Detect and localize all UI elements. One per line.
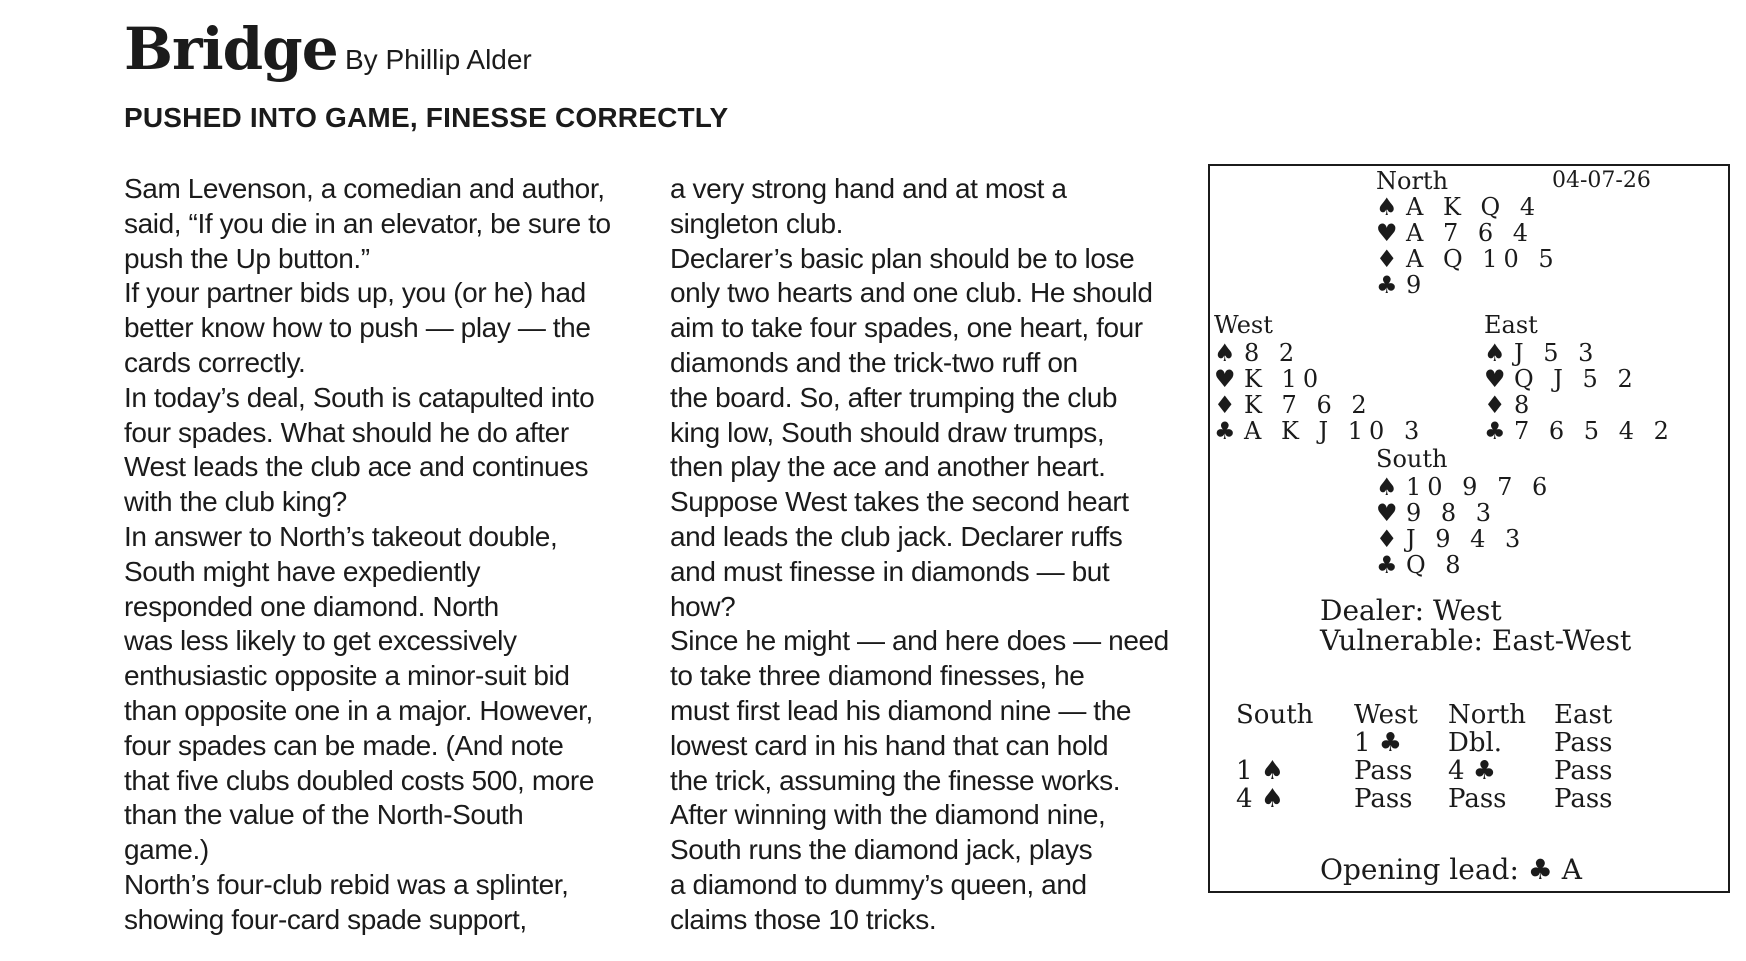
west-label: West: [1214, 311, 1273, 339]
bridge-diagram: [1208, 164, 1730, 893]
article-line: a very strong hand and at most a: [670, 173, 1067, 204]
auction-bid: 4 ♣: [1448, 756, 1497, 786]
club-icon: ♣: [1376, 271, 1398, 299]
heart-icon: ♥: [1376, 499, 1398, 527]
club-icon: ♣: [1376, 551, 1398, 579]
article-line: South runs the diamond jack, plays: [670, 834, 1093, 866]
heart-icon: ♥: [1376, 219, 1398, 247]
auction-header: North: [1448, 700, 1527, 730]
article-line: only two hearts and one club. He should: [670, 277, 1153, 309]
auction-bid: Pass: [1554, 784, 1613, 814]
byline: By Phillip Alder: [345, 44, 532, 75]
article-line: and must finesse in diamonds — but: [670, 555, 1110, 587]
masthead: [124, 14, 1024, 84]
spade-icon: ♠: [1214, 339, 1236, 367]
article-line: South might have expediently: [124, 555, 481, 587]
article-line: said, “If you die in an elevator, be sure to: [124, 207, 611, 239]
article-column-2: [670, 172, 1190, 938]
article-line: showing four-card spade support,: [124, 903, 527, 935]
south-clubs-line: [1376, 550, 1467, 580]
west-clubs-line: [1214, 416, 1425, 446]
south-spades-cards: 10 9 7 6: [1406, 473, 1554, 501]
article-line: that five clubs doubled costs 500, more: [124, 764, 595, 796]
club-icon: ♣: [1484, 417, 1506, 445]
auction-bid: 4 ♠: [1236, 784, 1285, 814]
auction-bid: Pass: [1354, 756, 1413, 786]
west-hearts-cards: K 10: [1244, 365, 1325, 393]
south-label: South: [1376, 445, 1448, 473]
east-spades-cards: J 5 3: [1514, 339, 1600, 367]
north-diamonds-cards: A Q 10 5: [1406, 245, 1560, 273]
auction-header: West: [1354, 700, 1418, 730]
article-line: claims those 10 tricks.: [670, 903, 937, 935]
article-line: Since he might — and here does — need: [670, 625, 1169, 657]
spade-icon: ♠: [1376, 193, 1398, 221]
north-spades-cards: A K Q 4: [1406, 193, 1542, 221]
auction-bid: Pass: [1554, 756, 1613, 786]
article-line: with the club king?: [124, 486, 347, 518]
article-line: push the Up button.”: [124, 242, 370, 274]
article-line: North’s four-club rebid was a splinter,: [124, 868, 569, 900]
article-line: West leads the club ace and continues: [124, 451, 589, 483]
article-line: four spades can be made. (And note: [124, 729, 564, 761]
south-clubs-cards: Q 8: [1406, 551, 1467, 579]
article-line: Sam Levenson, a comedian and author,: [124, 173, 605, 204]
north-label: North: [1376, 167, 1449, 195]
west-spades-cards: 8 2: [1244, 339, 1301, 367]
article-line: the board. So, after trumping the club: [670, 381, 1118, 413]
column-title: Bridge: [124, 15, 338, 83]
west-diamonds-cards: K 7 6 2: [1244, 391, 1373, 419]
article-line: game.): [124, 834, 209, 866]
article-line: responded one diamond. North: [124, 590, 499, 622]
article-line: cards correctly.: [124, 346, 306, 378]
auction-bid: 1 ♣: [1354, 728, 1403, 758]
diamond-icon: ♦: [1376, 525, 1398, 553]
article-line: Declarer’s basic plan should be to lose: [670, 242, 1135, 274]
heart-icon: ♥: [1484, 365, 1506, 393]
east-label: East: [1484, 311, 1538, 339]
south-diamonds-cards: J 9 4 3: [1406, 525, 1527, 553]
article-line: better know how to push — play — the: [124, 312, 591, 344]
dealer-line: Dealer: West: [1320, 594, 1502, 627]
west-clubs-cards: A K J 10 3: [1244, 417, 1426, 445]
north-clubs-line: [1376, 270, 1427, 300]
auction-header: East: [1554, 700, 1613, 730]
north-clubs-cards: 9: [1406, 271, 1428, 299]
article-line: was less likely to get excessively: [124, 625, 517, 657]
heart-icon: ♥: [1214, 365, 1236, 393]
opening-lead: Opening lead: ♣ A: [1320, 853, 1582, 886]
article-line: must first lead his diamond nine — the: [670, 694, 1132, 726]
headline: PUSHED INTO GAME, FINESSE CORRECTLY: [124, 102, 729, 133]
club-icon: ♣: [1214, 417, 1236, 445]
diamond-icon: ♦: [1484, 391, 1506, 419]
article-column-1: [124, 172, 644, 938]
article-line: enthusiastic opposite a minor-suit bid: [124, 660, 570, 692]
article-line: If your partner bids up, you (or he) had: [124, 277, 586, 309]
article-line: than the value of the North-South: [124, 799, 524, 831]
article-line: than opposite one in a major. However,: [124, 694, 593, 726]
east-diamonds-cards: 8: [1514, 391, 1536, 419]
article-line: a diamond to dummy’s queen, and: [670, 868, 1087, 900]
south-hearts-cards: 9 8 3: [1406, 499, 1498, 527]
article-line: to take three diamond finesses, he: [670, 660, 1085, 692]
article-line: how?: [670, 590, 736, 622]
article-line: diamonds and the trick-two ruff on: [670, 346, 1078, 378]
article-line: aim to take four spades, one heart, four: [670, 312, 1143, 344]
diamond-icon: ♦: [1214, 391, 1236, 419]
article-line: the trick, assuming the finesse works.: [670, 764, 1121, 796]
east-clubs-cards: 7 6 5 4 2: [1514, 417, 1675, 445]
auction-bid: Pass: [1554, 728, 1613, 758]
article-line: singleton club.: [670, 207, 844, 239]
auction-bid: 1 ♠: [1236, 756, 1285, 786]
east-hearts-cards: Q J 5 2: [1514, 365, 1639, 393]
auction-bid: Pass: [1448, 784, 1507, 814]
auction-bid: Pass: [1354, 784, 1413, 814]
diamond-icon: ♦: [1376, 245, 1398, 273]
deal-date: 04-07-26: [1552, 168, 1651, 193]
article-line: In today’s deal, South is catapulted into: [124, 381, 595, 413]
article-line: After winning with the diamond nine,: [670, 799, 1106, 831]
article-line: lowest card in his hand that can hold: [670, 729, 1109, 761]
spade-icon: ♠: [1484, 339, 1506, 367]
article-line: and leads the club jack. Declarer ruffs: [670, 520, 1123, 552]
article-line: then play the ace and another heart.: [670, 451, 1106, 483]
spade-icon: ♠: [1376, 473, 1398, 501]
east-clubs-line: [1484, 416, 1675, 446]
north-hearts-cards: A 7 6 4: [1406, 219, 1535, 247]
vulnerable-line: Vulnerable: East-West: [1320, 624, 1632, 657]
article-line: four spades. What should he do after: [124, 416, 569, 448]
article-line: king low, South should draw trumps,: [670, 416, 1105, 448]
auction-header: South: [1236, 700, 1314, 730]
article-line: Suppose West takes the second heart: [670, 486, 1129, 518]
auction-bid: Dbl.: [1448, 728, 1503, 758]
article-line: In answer to North’s takeout double,: [124, 520, 558, 552]
